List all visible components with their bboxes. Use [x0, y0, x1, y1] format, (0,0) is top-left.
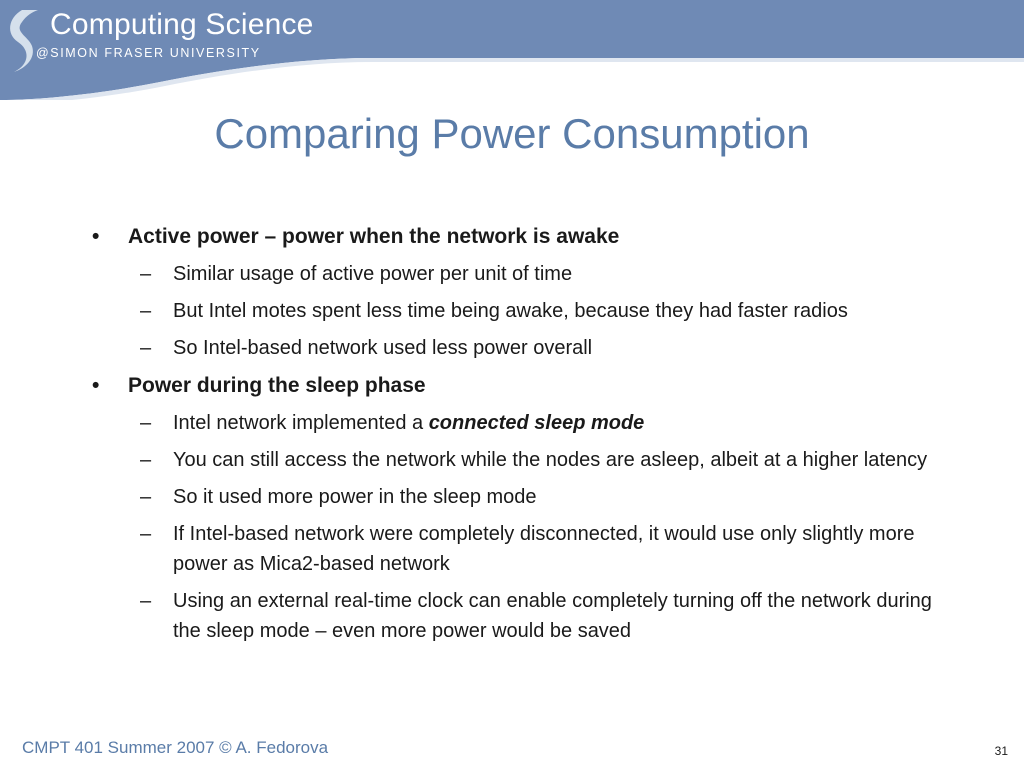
dash-icon: – [140, 300, 152, 322]
sub-item [90, 333, 950, 363]
bullet-text: Power during the sleep phase [128, 374, 426, 397]
dash-icon: – [140, 523, 152, 545]
sub-item-text: You can still access the network while the nodes are asleep, albeit at a higher latency [173, 449, 928, 471]
brand-subtitle: @SIMON FRASER UNIVERSITY [36, 46, 261, 60]
bullet-active-power [90, 222, 950, 252]
bullet-dot-icon: • [92, 225, 100, 248]
page-number: 31 [994, 744, 1008, 758]
dash-icon: – [140, 590, 152, 612]
dash-icon: – [140, 449, 152, 471]
dash-icon: – [140, 412, 152, 434]
sub-item-text: If Intel-based network were completely disconnected, it would use only slightly more power as Mica2-based network [173, 523, 915, 575]
brand-title: Computing Science [50, 8, 314, 41]
bullet-text: Active power – power when the network is awake [128, 225, 620, 248]
emphasis-text: connected sleep mode [428, 412, 645, 434]
footer-course: CMPT 401 Summer 2007 © A. Fedorova [22, 738, 329, 757]
sub-item-text: Using an external real-time clock can enable completely turning off the network during the sleep mode – even more power would be saved [173, 590, 932, 642]
bullet-dot-icon: • [92, 374, 100, 397]
slide-title: Comparing Power Consumption [214, 110, 810, 157]
dash-icon: – [140, 486, 152, 508]
dash-icon: – [140, 263, 152, 285]
header-band [0, 0, 1024, 100]
sub-item [90, 519, 950, 579]
slide-content [90, 222, 950, 646]
sub-item-text: So Intel-based network used less power overall [173, 337, 593, 359]
bullet-sleep-phase [90, 371, 950, 401]
dash-icon: – [140, 337, 152, 359]
sub-item-text: Intel network implemented a [173, 412, 429, 434]
sub-item [90, 445, 950, 475]
sub-item-text: But Intel motes spent less time being awake, because they had faster radios [173, 300, 848, 322]
sub-item [90, 482, 950, 512]
sub-item [90, 259, 950, 289]
sub-item [90, 408, 950, 438]
sub-item-text: Similar usage of active power per unit of time [173, 263, 573, 285]
sub-item [90, 586, 950, 646]
sub-item [90, 296, 950, 326]
sub-item-text: So it used more power in the sleep mode [173, 486, 537, 508]
